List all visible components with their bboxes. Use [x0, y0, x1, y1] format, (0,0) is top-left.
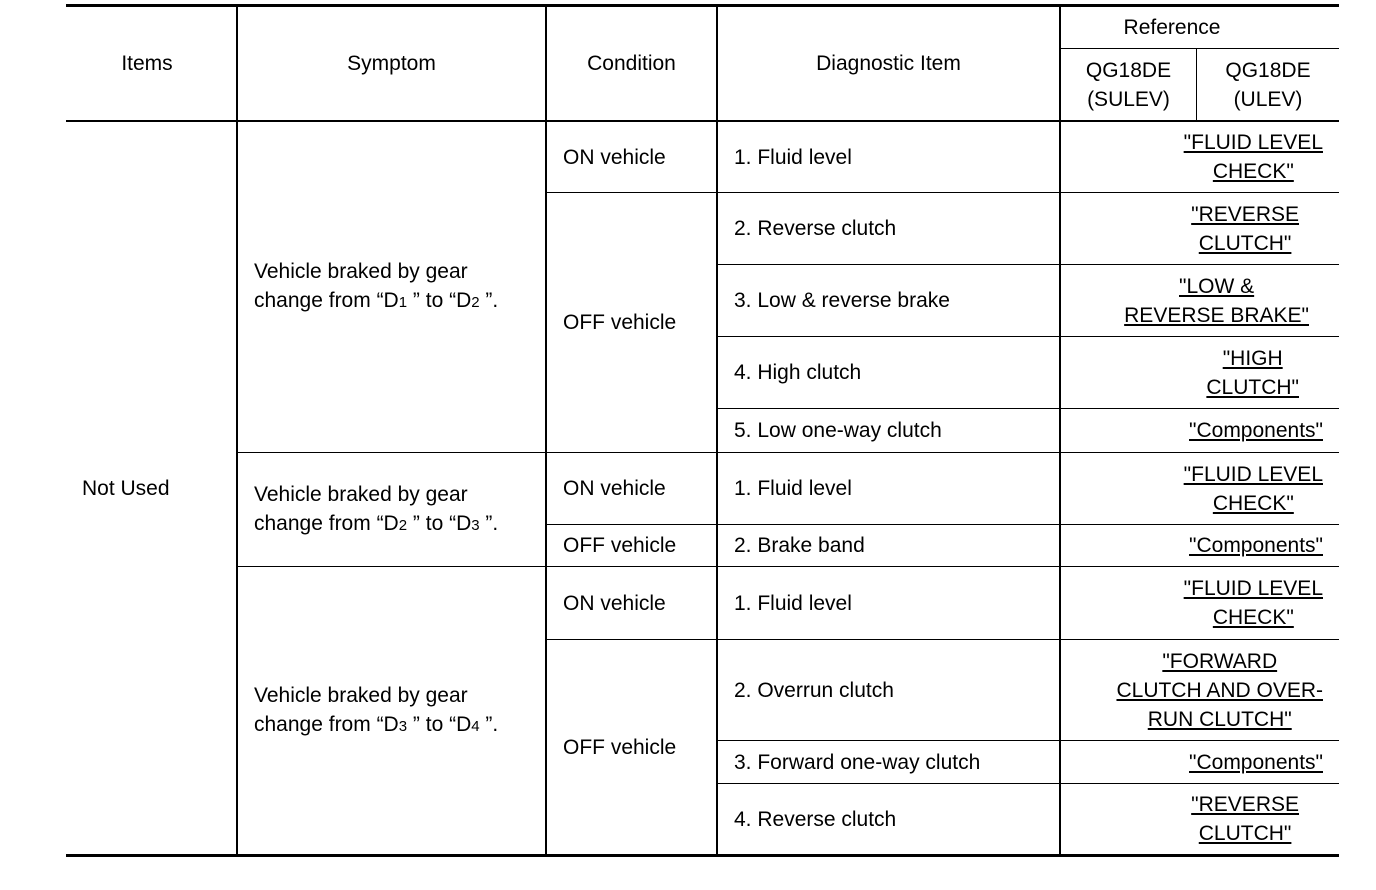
reference-link[interactable]: "FORWARD CLUTCH AND OVER- RUN CLUTCH": [1116, 649, 1323, 731]
reference-cell: [1061, 741, 1339, 783]
reference-cell: [1061, 640, 1339, 740]
reference-cell: [1061, 265, 1339, 336]
reference-link[interactable]: "HIGH CLUTCH": [1206, 346, 1299, 399]
diagnostic-item: 2. Brake band: [734, 534, 865, 557]
header-condition: Condition: [587, 52, 676, 75]
table-bottom-border: [66, 854, 1339, 857]
reference-link[interactable]: "FLUID LEVEL CHECK": [1183, 131, 1323, 183]
reference-cell: [1061, 525, 1339, 566]
condition-cell: ON vehicle: [563, 591, 666, 615]
header-ref-sulev: QG18DE (SULEV): [1085, 58, 1172, 111]
reference-cell: [1061, 193, 1339, 264]
reference-link[interactable]: "REVERSE CLUTCH": [1191, 202, 1299, 255]
diagnostic-item: 2. Overrun clutch: [734, 678, 894, 702]
condition-cell: OFF vehicle: [563, 311, 677, 334]
condition-cell: OFF vehicle: [563, 735, 677, 759]
header-items: Items: [121, 52, 173, 75]
diagnostic-item: 2. Reverse clutch: [734, 217, 897, 240]
symptom-cell: Vehicle braked by gear change from “D1 ” to “D2 ”.: [254, 260, 499, 312]
condition-cell: ON vehicle: [563, 145, 666, 169]
reference-link[interactable]: "REVERSE CLUTCH": [1191, 793, 1299, 845]
condition-cell: ON vehicle: [563, 477, 666, 500]
diagnostic-item: 3. Low & reverse brake: [734, 289, 950, 312]
reference-cell: [1061, 337, 1339, 408]
reference-link[interactable]: "Components": [1189, 419, 1323, 442]
header-ref-ulev: QG18DE (ULEV): [1225, 58, 1311, 111]
reference-link[interactable]: "Components": [1189, 750, 1323, 774]
reference-link[interactable]: "LOW & REVERSE BRAKE": [1124, 274, 1309, 327]
header-reference: Reference: [1123, 15, 1221, 39]
symptom-cell: Vehicle braked by gear change from “D3 ” to “D4 ”.: [254, 683, 499, 736]
diagnostic-item: 4. High clutch: [734, 361, 862, 384]
condition-cell: OFF vehicle: [563, 534, 677, 557]
reference-cell: [1061, 409, 1339, 452]
reference-link[interactable]: "Components": [1189, 534, 1323, 557]
diagnostic-item: 3. Forward one-way clutch: [734, 750, 981, 774]
header-symptom: Symptom: [347, 52, 436, 75]
diagnostic-item: 5. Low one-way clutch: [734, 419, 942, 442]
diagnostic-item: 1. Fluid level: [734, 145, 852, 169]
reference-link[interactable]: "FLUID LEVEL CHECK": [1183, 577, 1323, 629]
reference-cell: [1061, 784, 1339, 854]
diagnostic-item: 1. Fluid level: [734, 591, 852, 615]
reference-link[interactable]: "FLUID LEVEL CHECK": [1183, 462, 1323, 515]
diagnostic-item: 1. Fluid level: [734, 477, 852, 500]
reference-cell: [1061, 453, 1339, 524]
diagnostic-item: 4. Reverse clutch: [734, 807, 897, 831]
reference-cell: [1061, 122, 1339, 192]
symptom-cell: Vehicle braked by gear change from “D2 ” to “D3 ”.: [254, 482, 499, 535]
reference-cell: [1061, 567, 1339, 639]
items-value: Not Used: [82, 476, 170, 500]
header-diagnostic-item: Diagnostic Item: [816, 52, 961, 75]
